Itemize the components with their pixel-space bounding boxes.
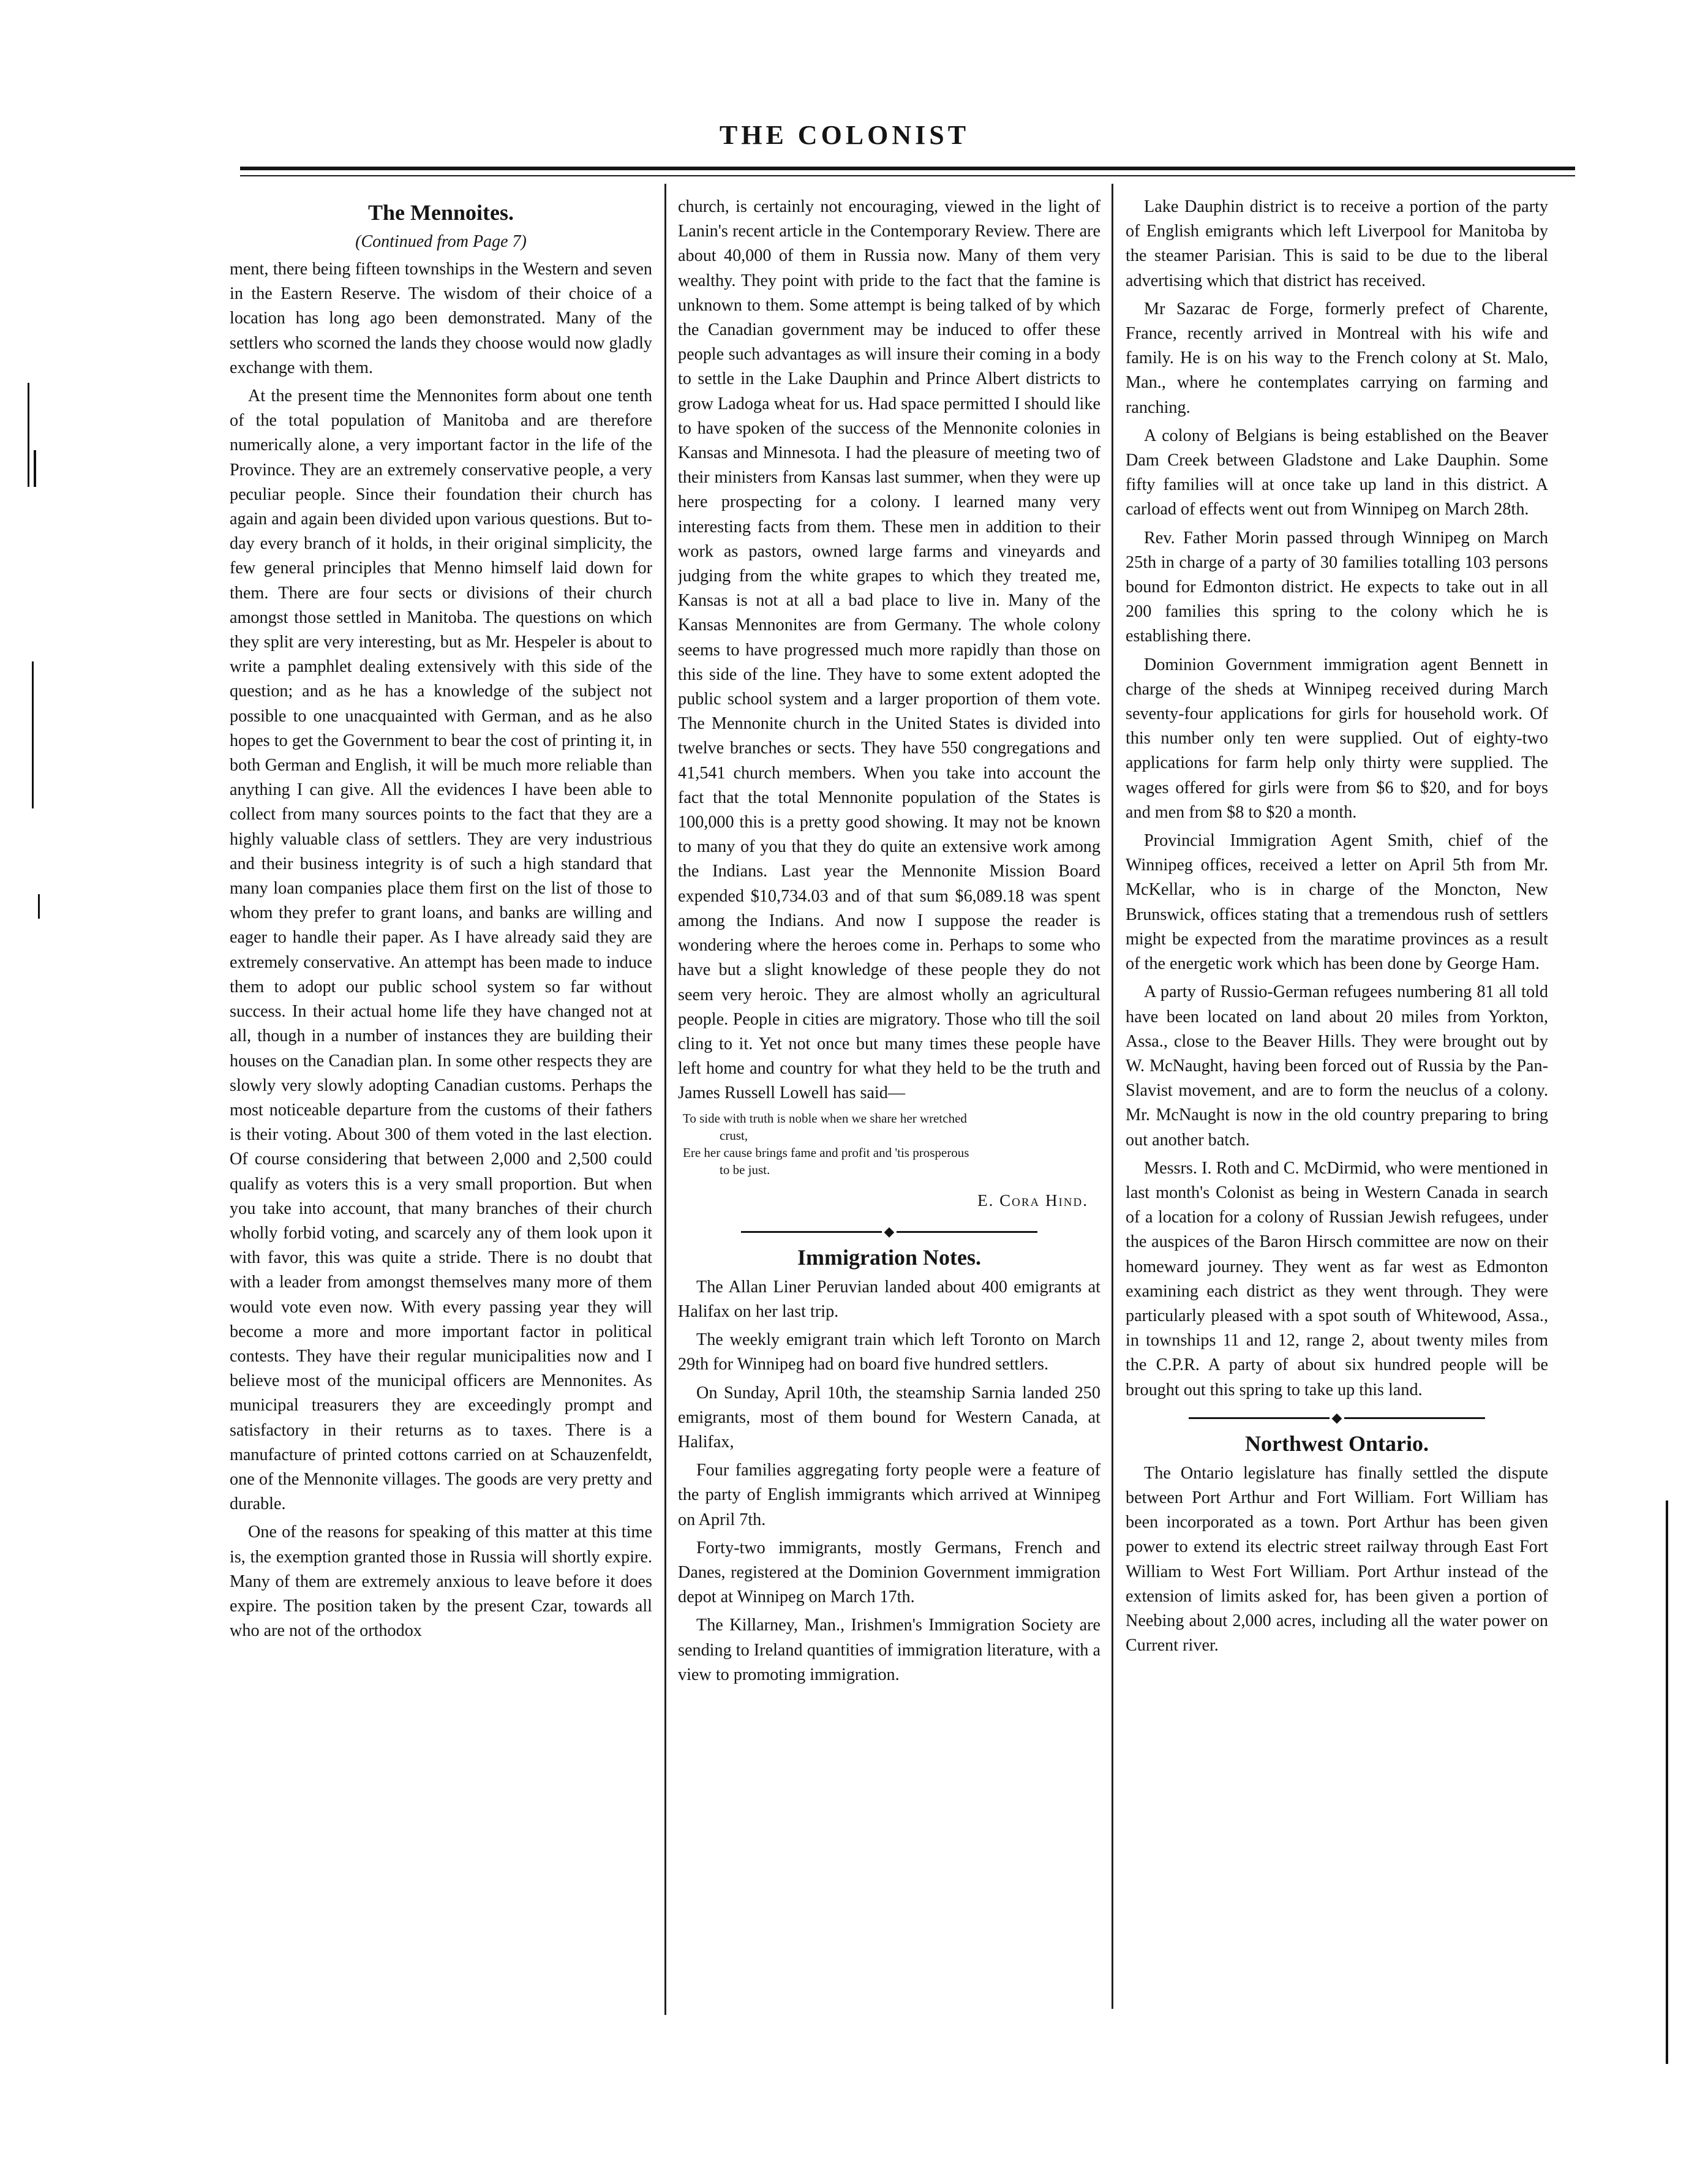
article-headline: The Mennoites.: [368, 200, 514, 225]
article-paragraph: At the present time the Mennonites form about one tenth of the total population of Manitoba and are therefore numerically alone, a very important factor in the life of the Province. They are an extremely conservative people, a very peculiar people. Since their foundation their church has again and again been divided upon various questions. But to-day every branch of it holds, in their original simplicity, the few general principles that Menno himself laid down for them. There are four sects or divisions of their church amongst those settled in Manitoba. The questions on which they split are very interesting, but as Mr. Hespeler is about to write a pamphlet dealing extensively with this side of the question; and as he has a knowledge of the subject not possible to one unacquainted with German, and as he also hopes to get the Government to bear the cost of printing it, in both German and English, it will be much more reliable than anything I can give. All the evidences I have been able to collect from many sources points to the fact that they are a highly valuable class of settlers. They are very industrious and their business integrity is of such a high standard that many loan companies place them first on the list of those to whom they prefer to grant loans, and banks are willing and eager to handle their paper. As I have already said they are extremely conservative. An attempt has been made to induce them to adopt our public school system so far without success. In their actual home life they have changed not at all, though in a number of instances they are building their houses on the Canadian plan. In some other respects they are slowly very slowly adopting Canadian customs. Perhaps the most noticeable departure from the customs of their fathers is their voting. About 300 of them voted in the last election. Of course considering that between 2,000 and 2,500 could qualify as voters this is a very small proportion. But when you take into account, that many branches of their church wholly forbid voting, and scarcely any of them look upon it with favor, this was quite a stride. There is no doubt that with a leader from amongst themselves many more of them would vote even now. With every passing year they will become a more and more important factor in political contests. They have their regular municipalities now and I believe most of the municipal officers are Mennonites. As municipal treasurers they are exceedingly prompt and satisfactory in their returns as to taxes. There is a manufacture of printed cottons carried on at Schauzenfeldt, one of the Mennonite villages. The goods are very pretty and durable.: [230, 386, 652, 1514]
news-item: Forty-two immigrants, mostly Germans, French and Danes, registered at the Dominion Government immigration depot at Winnipeg on March 17th.: [678, 1538, 1100, 1607]
verse-quote: [678, 1110, 1100, 1178]
section-headline: Immigration Notes.: [797, 1245, 981, 1270]
masthead-rule-thick: [240, 167, 1575, 170]
news-item: The Allan Liner Peruvian landed about 400 emigrants at Halifax on her last trip.: [678, 1277, 1100, 1321]
article-paragraph: One of the reasons for speaking of this matter at this time is, the exemption granted those in Russia will shortly expire. Many of them are extremely anxious to leave before it does expire. The position taken by the present Czar, towards all who are not of the orthodox: [230, 1523, 652, 1641]
masthead-rule-thin: [240, 175, 1575, 176]
column-divider-right: [1112, 184, 1113, 2009]
column-1: [230, 195, 652, 2032]
news-item: The Killarney, Man., Irishmen's Immigration Society are sending to Ireland quantities of immigration literature, with a view to promoting immigration.: [678, 1616, 1100, 1684]
column-divider-left: [664, 184, 666, 2015]
news-item: A party of Russio-German refugees numbering 81 all told have been located on land about 20 miles from Yorkton, Assa., close to the Beaver Hills. They were brought out by W. McNaught, having been forced out of Russia by the Pan-Slavist movement, and are to form the neuclus of a colony. Mr. McNaught is now in the old country preparing to bring out another batch.: [1126, 982, 1548, 1150]
news-item: The Ontario legislature has finally settled the dispute between Port Arthur and Fort William. Fort William has been incorporated as a town. Port Arthur has been given power to extend its electric street railway through East Fort William to West Fort William. Port Arthur instead of the extension of limits asked for, has been given a portion of Neebing about 2,000 acres, including all the water power on Current river.: [1126, 1463, 1548, 1655]
news-item: The weekly emigrant train which left Toronto on March 29th for Winnipeg had on board five hundred settlers.: [678, 1330, 1100, 1374]
section-divider: ◆: [1126, 1411, 1548, 1423]
masthead-title: THE COLONIST: [719, 120, 970, 150]
column-2: [678, 195, 1100, 2032]
author-signature: E. Cora Hind.: [977, 1191, 1088, 1210]
news-item: On Sunday, April 10th, the steamship Sarnia landed 250 emigrants, most of them bound for Western Canada, at Halifax,: [678, 1383, 1100, 1452]
news-item: Rev. Father Morin passed through Winnipeg on March 25th in charge of a party of 30 families totalling 103 persons bound for Edmonton district. He expects to take out in all 200 families this spring to the colony which he is establishing there.: [1126, 528, 1548, 646]
verse-line: crust,: [720, 1128, 748, 1143]
scan-mark: [34, 450, 36, 487]
news-item: Provincial Immigration Agent Smith, chief of the Winnipeg offices, received a letter on April 5th from Mr. McKellar, who is in charge of the Moncton, New Brunswick, offices stating that a tremendous rush of settlers might be expected from the maratime provinces as a result of the energetic work which has been done by George Ham.: [1126, 831, 1548, 974]
column-3: [1126, 195, 1548, 2032]
news-item: Messrs. I. Roth and C. McDirmid, who were mentioned in last month's Colonist as being in Western Canada in search of a location for a colony of Russian Jewish refugees, under the auspices of the Baron Hirsch committee are now on their homeward journey. They went as far west as Edmonton examining each district as they went through. They were particularly pleased with a spot south of Whitewood, Assa., in townships 11 and 12, range 2, about twenty miles from the C.P.R. A party of about six hundred people will be brought out this spring to take up this land.: [1126, 1158, 1548, 1399]
verse-line: Ere her cause brings fame and profit and 'tis prosperous: [683, 1145, 969, 1160]
news-item: Four families aggregating forty people were a feature of the party of English immigrants which arrived at Winnipeg on April 7th.: [678, 1461, 1100, 1529]
section-divider: ◆: [678, 1225, 1100, 1237]
news-item: Lake Dauphin district is to receive a portion of the party of English emigrants which left Liverpool for Manitoba by the steamer Parisian. This is said to be due to the liberal advertising which that district has received.: [1126, 197, 1548, 290]
verse-line: To side with truth is noble when we share her wretched: [683, 1110, 967, 1126]
article-continued-note: (Continued from Page 7): [355, 232, 527, 251]
scan-mark: [32, 661, 34, 808]
scan-mark: [38, 894, 40, 919]
scan-mark: [1666, 1501, 1668, 2064]
verse-line: to be just.: [720, 1162, 770, 1177]
scan-mark: [28, 383, 29, 487]
news-item: Mr Sazarac de Forge, formerly prefect of Charente, France, recently arrived in Montreal with his wife and family. He is on his way to the French colony at St. Malo, Man., where he contemplates carrying on farming and ranching.: [1126, 299, 1548, 417]
article-paragraph: church, is certainly not encouraging, viewed in the light of Lanin's recent article in the Contemporary Review. There are about 40,000 of them in Russia now. Many of them very wealthy. They point with pride to the fact that the famine is unknown to them. Some attempt is being talked of by which the Canadian government may be induced to offer these people such advantages as will insure their coming in a body to settle in the Lake Dauphin and Prince Albert districts to grow Ladoga wheat for us. Had space permitted I should like to have spoken of the success of the Mennonite colonies in Kansas and Minnesota. I had the pleasure of meeting two of their ministers from Kansas last summer, when they were up here prospecting for a colony. I learned many very interesting facts from them. These men in addition to their work as pastors, owned large farms and vineyards and judging from the white grapes to which they treated me, Kansas is not at all a bad place to live in. Many of the Kansas Mennonites are from Germany. The whole colony seems to have progressed much more rapidly than those on this side of the line. They have to some extent adopted the public school system and a larger proportion of them vote. The Mennonite church in the United States is divided into twelve branches or sects. They have 550 congregations and 41,541 church members. When you take into account the fact that the total Mennonite population of the States is 100,000 this is a pretty good showing. It may not be known to many of you that they do quite an extensive work among the Indians. Last year the Mennonite Mission Board expended $10,734.03 and of that sum $6,089.18 was spent among the Indians. And now I suppose the reader is wondering where the heroes come in. Perhaps to some who have but a slight knowledge of these people they do not seem very heroic. They are almost wholly an agricultural people. People in cities are migratory. Those who till the soil cling to it. Yet not once but many times these people have left home and country for what they held to be the truth and James Russell Lowell has said—: [678, 197, 1100, 1103]
article-paragraph: ment, there being fifteen townships in the Western and seven in the Eastern Reserve. The wisdom of their choice of a location has long ago been demonstrated. Many of the settlers who scorned the lands they choose would now gladly exchange with them.: [230, 260, 652, 377]
news-item: Dominion Government immigration agent Bennett in charge of the sheds at Winnipeg received during March seventy-four applications for girls for household work. Of this number only ten were supplied. Out of eighty-two applications for farm help only thirty were supplied. The wages offered for girls were from $6 to $20, and for boys and men from $8 to $20 a month.: [1126, 655, 1548, 822]
news-item: A colony of Belgians is being established on the Beaver Dam Creek between Gladstone and Lake Dauphin. Some fifty families will at once take up land in this district. A carload of effects went out from Winnipeg on March 28th.: [1126, 426, 1548, 519]
section-headline: Northwest Ontario.: [1245, 1431, 1429, 1456]
